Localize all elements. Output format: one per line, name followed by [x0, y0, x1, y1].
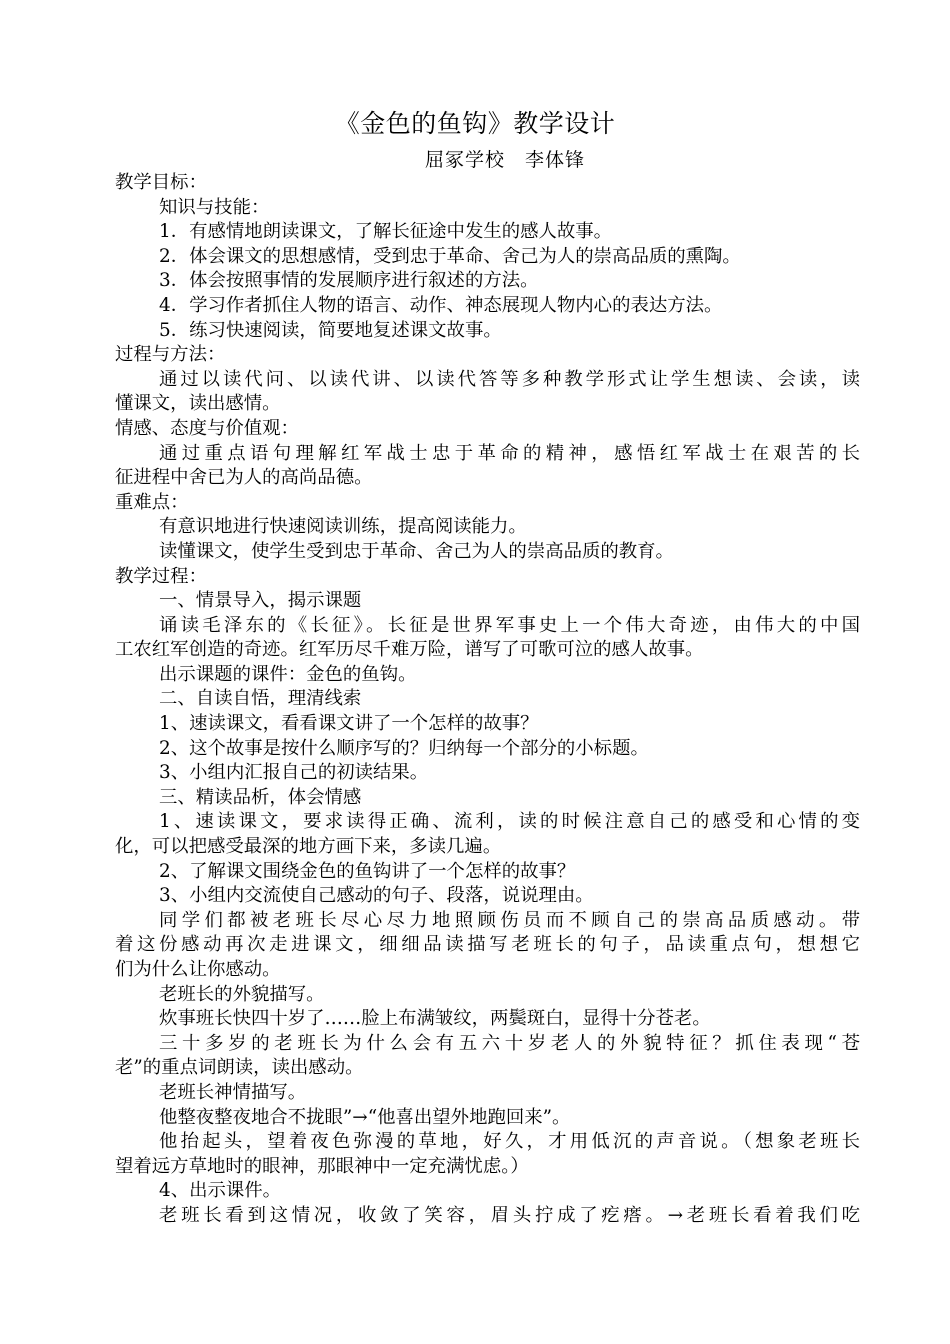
body-line: 教学过程：: [115, 565, 207, 587]
body-line: 4、出示课件。: [159, 1180, 282, 1202]
body-line: 情感、态度与价值观：: [115, 417, 299, 439]
body-line: 3、小组内交流使自己感动的句子、段落，说说理由。: [159, 885, 594, 907]
body-line: 诵读毛泽东的《长征》。长征是世界军事史上一个伟大奇迹，由伟大的中国: [159, 614, 860, 636]
body-line: 工农红军创造的奇迹。红军历尽千难万险，谱写了可歌可泣的感人故事。: [115, 639, 704, 661]
body-line: 一、情景导入，揭示课题: [159, 590, 362, 612]
body-line: 4．学习作者抓住人物的语言、动作、神态展现人物内心的表达方法。: [159, 294, 723, 316]
body-line: 2、了解课文围绕金色的鱼钩讲了一个怎样的故事？: [159, 860, 576, 882]
body-line: 三、精读品析，体会情感: [159, 786, 362, 808]
body-line: 三十多岁的老班长为什么会有五六十岁老人的外貌特征？抓住表现“苍: [159, 1032, 860, 1054]
body-line: 3、小组内汇报自己的初读结果。: [159, 762, 429, 784]
body-line: 过程与方法：: [115, 344, 226, 366]
body-line: 望着远方草地时的眼神，那眼神中一定充满忧虑。）: [115, 1155, 529, 1177]
document-title: 《金色的鱼钩》教学设计: [334, 109, 616, 138]
body-line: 通过以读代问、以读代讲、以读代答等多种教学形式让学生想读、会读，读: [159, 368, 860, 390]
body-line: 1、速读课文，要求读得正确、流利，读的时候注意自己的感受和心情的变: [159, 811, 860, 833]
body-line: 2、这个故事是按什么顺序写的？归纳每一个部分的小标题。: [159, 737, 649, 759]
body-line: 教学目标：: [115, 172, 207, 193]
body-line: 着这份感动再次走进课文，细细品读描写老班长的句子，品读重点句，想想它: [115, 934, 860, 956]
body-line: 重难点：: [115, 491, 189, 513]
body-line: 有意识地进行快速阅读训练，提高阅读能力。: [159, 516, 527, 538]
body-line: 化，可以把感受最深的地方画下来，多读几遍。: [115, 836, 502, 858]
body-line: 二、自读自悟，理清线索: [159, 688, 362, 710]
body-line: 懂课文，读出感情。: [115, 393, 281, 415]
body-line: 出示课题的课件：金色的鱼钩。: [159, 663, 417, 685]
body-line: 知识与技能：: [159, 196, 270, 218]
document-body: [115, 171, 860, 1229]
body-line: 炊事班长快四十岁了……脸上布满皱纹，两鬓斑白，显得十分苍老。: [159, 1008, 711, 1030]
document-author: 屈冢学校 李体锋: [424, 149, 585, 171]
body-line: 1、速读课文，看看课文讲了一个怎样的故事？: [159, 713, 539, 735]
body-line: 读懂课文，使学生受到忠于革命、舍己为人的崇高品质的教育。: [159, 540, 674, 562]
body-line: 2．体会课文的思想感情，受到忠于革命、舍己为人的崇高品质的熏陶。: [159, 245, 741, 267]
body-line: 通过重点语句理解红军战士忠于革命的精神，感悟红军战士在艰苦的长: [159, 442, 860, 464]
body-line: 老班长神情描写。: [159, 1081, 307, 1103]
body-line: 老班长看到这情况，收敛了笑容，眉头拧成了疙瘩。→老班长看着我们吃: [159, 1204, 860, 1226]
body-line: 1．有感情地朗读课文，了解长征途中发生的感人故事。: [159, 221, 613, 243]
body-line: 5．练习快速阅读，简要地复述课文故事。: [159, 319, 502, 341]
body-line: 老班长的外貌描写。: [159, 983, 325, 1005]
body-line: 们为什么让你感动。: [115, 959, 281, 980]
body-line: 同学们都被老班长尽心尽力地照顾伤员而不顾自己的崇高品质感动。带: [159, 909, 860, 931]
body-line: 3．体会按照事情的发展顺序进行叙述的方法。: [159, 270, 539, 292]
body-line: 征进程中舍已为人的高尚品德。: [115, 467, 373, 489]
body-line: 他抬起头，望着夜色弥漫的草地，好久，才用低沉的声音说。（想象老班长: [159, 1131, 860, 1153]
body-line: 老”的重点词朗读，读出感动。: [115, 1057, 364, 1079]
body-line: 他整夜整夜地合不拢眼”→“他喜出望外地跑回来”。: [159, 1106, 571, 1128]
